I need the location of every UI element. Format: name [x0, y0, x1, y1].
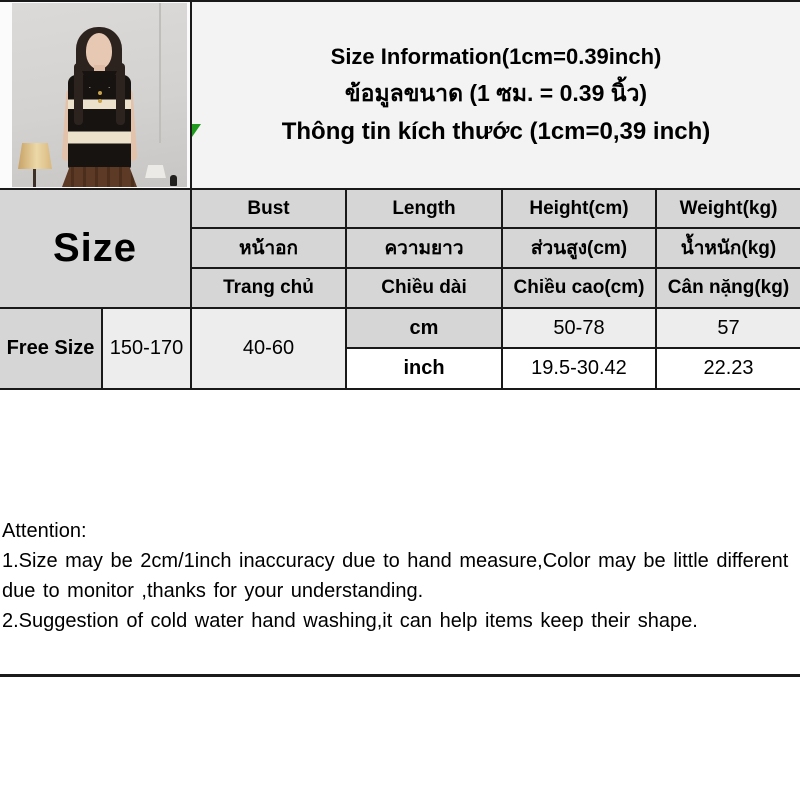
- col-header-length-th: ความยาว: [347, 229, 501, 267]
- col-header-height-vi: Chiều cao(cm): [503, 269, 655, 307]
- value-bust-cm: 50-78: [503, 309, 655, 347]
- attention-line: due to monitor ,thanks for your understanding.: [2, 580, 424, 602]
- attention-line: 1.Size may be 2cm/1inch inaccuracy due to hand measure,Color may be little different: [2, 550, 789, 572]
- value-length-cm: 57: [657, 309, 800, 347]
- col-header-bust-vi: Trang chủ: [192, 269, 345, 307]
- title-vietnamese: Thông tin kích thước (1cm=0,39 inch): [281, 118, 711, 145]
- col-header-weight-vi: Cân nặng(kg): [657, 269, 800, 307]
- size-header-cell: Size: [0, 190, 190, 307]
- col-header-weight-th: น้ำหนัก(kg): [657, 229, 800, 267]
- model-hair-strand-left: [74, 63, 83, 125]
- product-photo-cell: [0, 2, 190, 188]
- col-header-height-th: ส่วนสูง(cm): [503, 229, 655, 267]
- wall-lamp: [145, 165, 166, 178]
- wall-corner: [159, 3, 161, 143]
- product-photo: [12, 3, 187, 187]
- gold-button: [98, 99, 102, 103]
- col-header-length-en: Length: [347, 190, 501, 227]
- unit-cell-cm: cm: [347, 309, 501, 347]
- value-weight: 40-60: [192, 309, 345, 388]
- bottom-divider: [0, 674, 800, 677]
- title-english: Size Information(1cm=0.39inch): [330, 44, 662, 69]
- green-corner-flag-icon: [192, 124, 201, 137]
- value-length-inch: 22.23: [657, 349, 800, 388]
- title-thai: ข้อมูลขนาด (1 ซม. = 0.39 นิ้ว): [344, 80, 648, 106]
- size-table: [0, 0, 800, 390]
- title-block: [192, 2, 800, 188]
- col-header-height-en: Height(cm): [503, 190, 655, 227]
- attention-notes: [2, 516, 788, 636]
- col-header-length-vi: Chiều dài: [347, 269, 501, 307]
- value-bust-inch: 19.5-30.42: [503, 349, 655, 388]
- brown-skirt: [62, 167, 137, 187]
- row-header-free-size: Free Size: [0, 309, 101, 388]
- floor-lamp-shade: [18, 143, 52, 169]
- col-header-bust-en: Bust: [192, 190, 345, 227]
- floor-lamp-pole: [33, 169, 36, 187]
- unit-cell-inch: inch: [347, 349, 501, 388]
- value-height: 150-170: [103, 309, 190, 388]
- attention-line: 2.Suggestion of cold water hand washing,it can help items keep their shape.: [2, 610, 698, 632]
- gold-button: [98, 91, 102, 95]
- attention-heading: Attention:: [2, 520, 87, 542]
- model-hair-strand-right: [116, 63, 125, 125]
- col-header-bust-th: หน้าอก: [192, 229, 345, 267]
- model-face: [86, 33, 112, 69]
- decor-object: [170, 175, 177, 186]
- col-header-weight-en: Weight(kg): [657, 190, 800, 227]
